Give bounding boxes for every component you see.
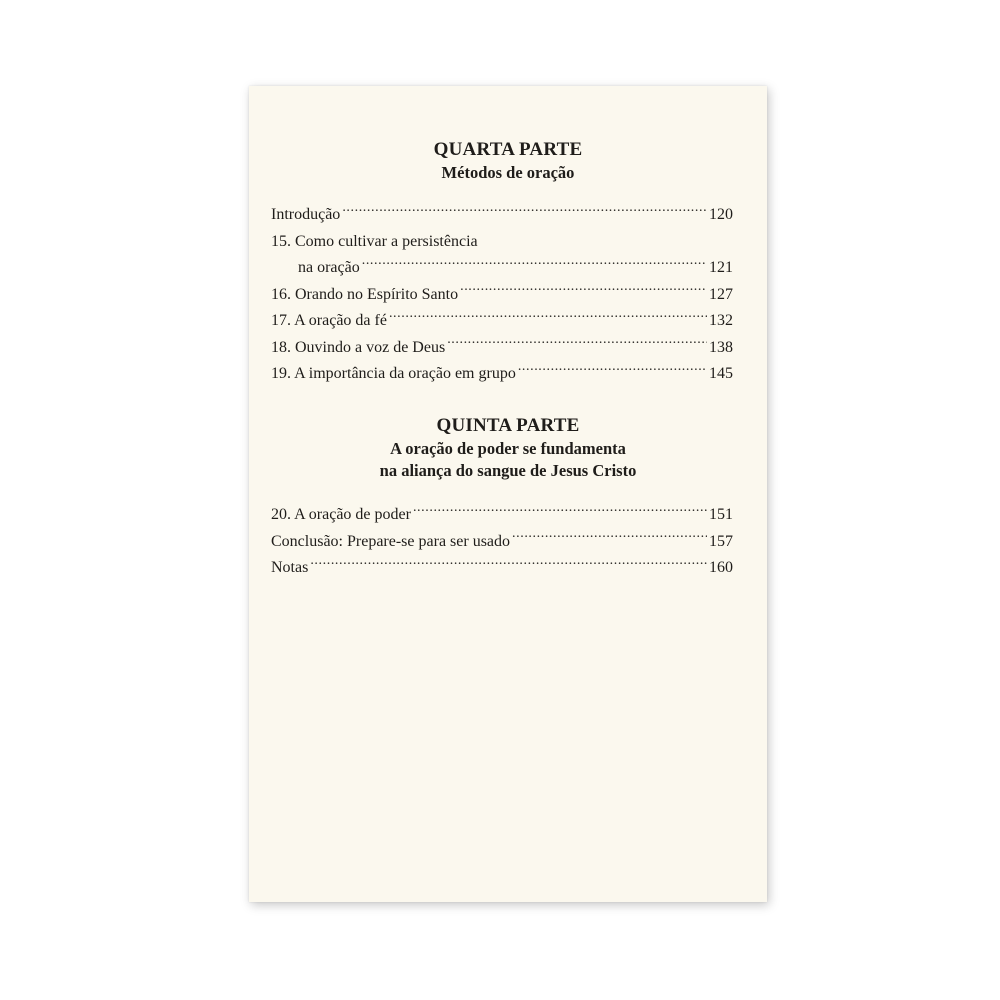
toc-entry-title: Introdução (271, 206, 341, 223)
toc-entry-title: 19. A importância da oração em grupo (271, 365, 516, 382)
toc-entry-title: 15. Como cultivar a persistência (271, 232, 478, 250)
dot-leader (310, 556, 707, 572)
toc-entry-continuation (271, 255, 733, 282)
toc-entry (271, 529, 733, 556)
toc-entry (271, 282, 733, 309)
book-page (249, 86, 767, 902)
toc-entry-title: 16. Orando no Espírito Santo (271, 285, 459, 303)
toc-entry (271, 229, 733, 256)
toc-entry-title: 18. Ouvindo a voz de Deus (271, 338, 446, 356)
toc-entry-page: 138 (709, 338, 733, 356)
toc-entry-page: 121 (709, 259, 733, 276)
toc-entry (271, 335, 733, 362)
toc-entry-title: 20. A oração de poder (271, 506, 411, 523)
dot-leader (389, 309, 707, 325)
toc-entry-page: 120 (709, 206, 733, 223)
toc-entry (271, 555, 733, 582)
toc-entry (271, 361, 733, 388)
dot-leader (342, 203, 707, 219)
part5-subtitle-line1: A oração de poder se fundamenta (390, 439, 626, 458)
part5-heading (249, 414, 767, 482)
part4-heading (249, 138, 767, 184)
toc-entry-title: Conclusão: Prepare-se para ser usado (271, 532, 511, 550)
toc-entry (271, 502, 733, 529)
toc-entry-page: 160 (709, 559, 733, 576)
part4-toc (271, 202, 733, 388)
dot-leader (447, 336, 707, 352)
dot-leader (460, 283, 707, 299)
part4-subtitle: Métodos de oração (441, 163, 575, 182)
part5-subtitle-line2: na aliança do sangue de Jesus Cristo (379, 461, 637, 480)
part4-title: QUARTA PARTE (433, 139, 583, 160)
toc-entry-title: 17. A oração da fé (271, 312, 387, 329)
toc-entry-title: Notas (271, 559, 309, 576)
toc-entry-title: na oração (298, 259, 360, 276)
dot-leader (413, 503, 707, 519)
dot-leader (512, 530, 707, 546)
toc-entry-page: 127 (709, 285, 733, 303)
toc-entry (271, 202, 733, 229)
toc-entry-page: 157 (709, 532, 733, 550)
dot-leader (362, 256, 707, 272)
dot-leader (518, 362, 707, 378)
toc-entry-page: 145 (709, 365, 733, 382)
part5-toc (271, 502, 733, 582)
toc-entry-page: 132 (709, 312, 733, 329)
part5-title: QUINTA PARTE (436, 415, 580, 436)
toc-entry (271, 308, 733, 335)
toc-entry-page: 151 (709, 506, 733, 523)
